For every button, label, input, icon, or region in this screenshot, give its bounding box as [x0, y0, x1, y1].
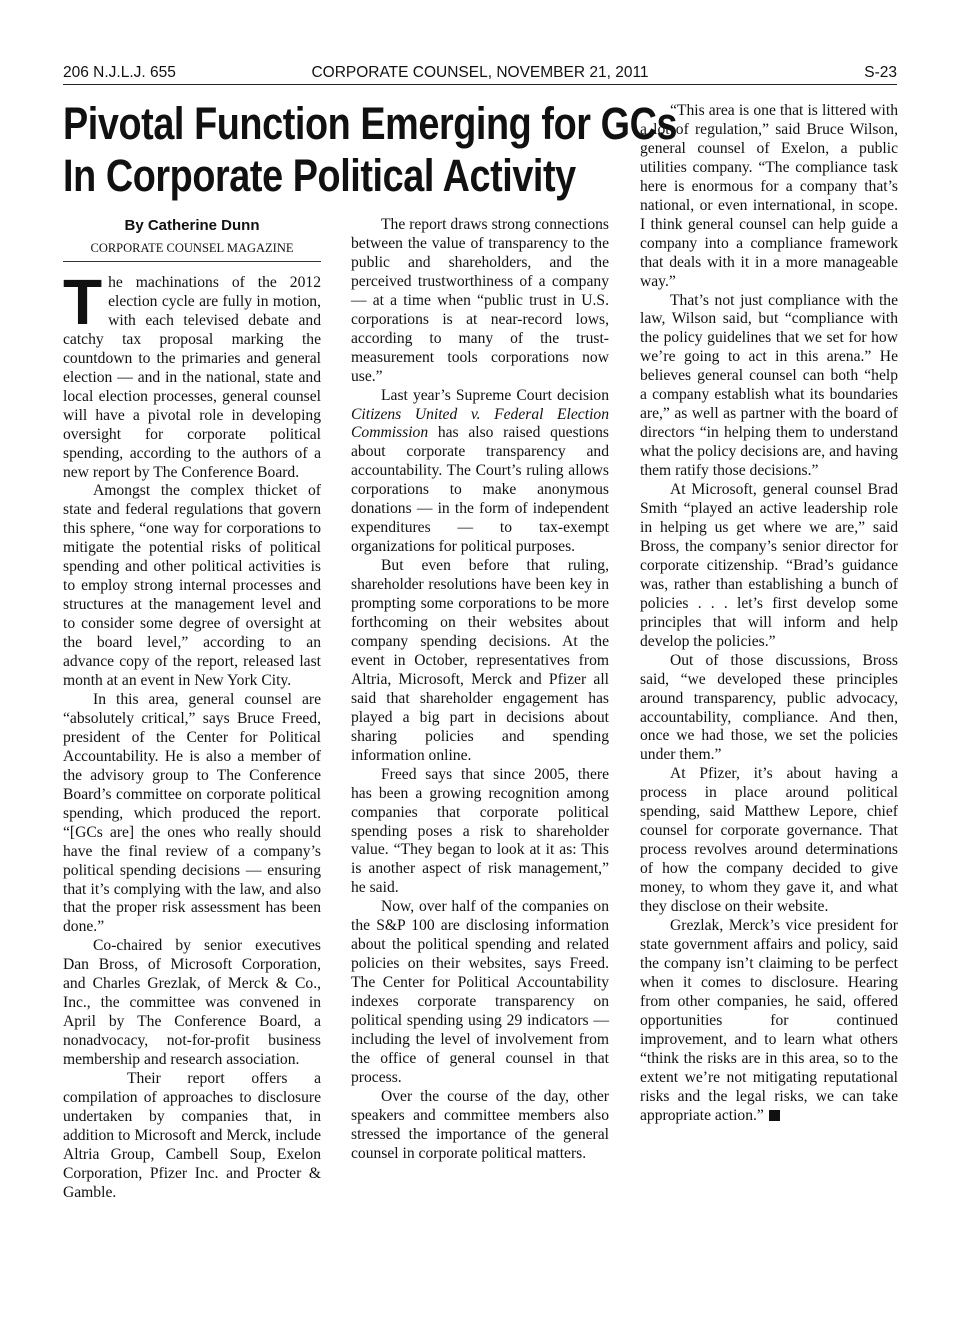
page-header — [63, 62, 897, 85]
headline-line-1: Pivotal Function Emerging for GCs — [63, 98, 678, 149]
article-column-3 — [640, 102, 898, 1125]
paragraph: Freed says that since 2005, there has been a growing recognition among companies that corporate political spending poses a risk to shareholder value. “They began to look at it as: This is another aspect of risk management,” he said. — [351, 765, 609, 897]
paragraph: “This area is one that is littered with a lot of regulation,” said Bruce Wilson, general counsel of Exelon, a public utilities company. “The compliance task here is enormous for a company that’s national, or even international, in scope. I think general counsel can help guide a company into a compliance framework that deals with it in a more manageable way.” — [640, 102, 898, 290]
paragraph-text: has also raised questions about corporate transparency and accountability. The Court’s ruling allows corporations to make anonymous donations — in the form of independent expenditures — to tax-exempt organizations for political purposes. — [351, 424, 609, 556]
page-number: S-23 — [864, 64, 897, 81]
source-line: CORPORATE COUNSEL MAGAZINE — [63, 239, 321, 262]
paragraph: At Microsoft, general counsel Brad Smith “played an active leadership role in helping us get where we are,” said Bross, the company’s senior director for corporate citizenship. “Brad’s guidance was, rather than establishing a bunch of policies . . . let’s first develop some principles that will inform and help develop the policies.” — [640, 481, 898, 650]
paragraph: Now, over half of the companies on the S&P 100 are disclosing information about the political spending and related policies on their websites, says Freed. The Center for Political Accountability indexes corporate transparency on political spending using 29 indicators — including the level of involvement from the office of general counsel in that process. — [351, 898, 609, 1086]
paragraph: The report draws strong connections between the value of transparency to the public and shareholders, and the perceived trustworthiness of a company — at a time when “public trust in U.S. corporations is at near-record lows, according to many of the trust-measurement tools corporations now use.” — [351, 216, 609, 385]
headline-line-2: In Corporate Political Activity — [63, 150, 576, 201]
headline — [63, 98, 678, 202]
paragraph: At Pfizer, it’s about having a process in place around political spending, said Matthew Lepore, chief counsel for corporate governance. That process revolves around determinations of how the company decided to give money, to whom they gave it, and what they disclose on their website. — [640, 765, 898, 916]
paragraph: That’s not just compliance with the law, Wilson said, but “compliance with the policy guidelines that we set for how we’re going to act in this arena.” He believes general counsel can both “help a company establish what its boundaries are,” as well as partner with the board of directors “in helping them to understand what the policy decisions are, and having them ratify those decisions.” — [640, 291, 898, 480]
paragraph: Over the course of the day, other speakers and committee members also stressed the importance of the general counsel in corporate political matters. — [351, 1087, 609, 1162]
byline-block — [63, 216, 321, 262]
paragraph — [351, 387, 609, 558]
citation: 206 N.J.L.J. 655 — [63, 64, 176, 81]
paragraph-text: Last year’s Supreme Court decision — [381, 386, 609, 404]
publication-line: CORPORATE COUNSEL, NOVEMBER 21, 2011 — [311, 64, 649, 81]
paragraph: Co-chaired by senior executives Dan Bross, of Microsoft Corporation, and Charles Grezlak, of Merck & Co., Inc., the committee was convened in April by The Conference Board, a nonadvocacy, not-for-profit business membership and research association. — [63, 937, 321, 1069]
paragraph-text: Grezlak, Merck’s vice president for state government affairs and policy, said the company isn’t claiming to be perfect when it comes to disclosure. Hearing from other companies, he said, offered opportunities for continued improvement, and to learn what others “think the risks are in this area, so to the extent we’re not mitigating reputational risks and the legal risks, we can take appropriate action.” — [640, 916, 898, 1124]
case-name: Citizens United v. Federal Election Commission — [351, 405, 609, 442]
paragraph: Out of those discussions, Bross said, “we developed these principles around transparency, public advocacy, accountability, compliance. And then, once we had those, we set the policies under them.” — [640, 651, 898, 764]
article-column-1 — [63, 266, 321, 1203]
paragraph: But even before that ruling, shareholder resolutions have been key in prompting some corporations to be more forthcoming on their websites about company spending decisions. At the event in October, representatives from Altria, Microsoft, Merck and Pfizer all said that shareholder engagement has played a big part in decisions about sharing policies and spending information online. — [351, 557, 609, 764]
paragraph — [63, 266, 321, 482]
byline: By Catherine Dunn — [124, 217, 260, 234]
end-mark-icon — [769, 1110, 780, 1121]
paragraph: Amongst the complex thicket of state and federal regulations that govern this sphere, “one way for corporations to mitigate the potential risks of political spending and other political activities is to employ strong internal processes and structures at the management level and to consider some degree of oversight at the board level,” according to an advance copy of the report, released last month at an event in New York City. — [63, 482, 321, 690]
article-column-2 — [351, 216, 609, 1164]
paragraph-text: he machinations of the 2012 election cycle are fully in motion, with each televised debate and catchy tax proposal marking the countdown to the primaries and general election — and in the national, state and local election processes, general counsel will have a pivotal role in developing oversight for corporate political spending, according to the authors of a new report by The Conference Board. — [63, 274, 321, 481]
paragraph: Their report offers a compilation of approaches to disclosure undertaken by companies that, in addition to Microsoft and Merck, include Altria Group, Cambell Soup, Exelon Corporation, Pfizer Inc. and Procter & Gamble. — [63, 1070, 321, 1201]
paragraph — [640, 917, 898, 1125]
paragraph: In this area, general counsel are “absolutely critical,” says Bruce Freed, president of the Center for Political Accountability. He is also a member of the advisory group to The Conference Board’s committee on corporate political spending, which produced the report. “[GCs are] the ones who really should have the final review of a company’s political spending decisions — ensuring that it’s complying with the law, and also that the proper risk assessment has been done.” — [63, 690, 321, 936]
drop-cap: T — [63, 266, 103, 338]
